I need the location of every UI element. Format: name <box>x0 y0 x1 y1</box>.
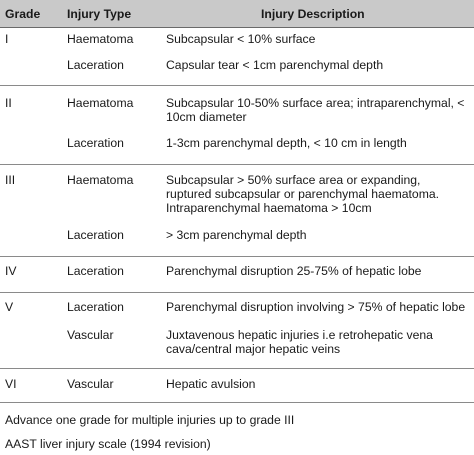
injury-type-cell: Vascular <box>67 328 114 342</box>
grade-cell: IV <box>5 264 17 278</box>
grade-cell: I <box>5 32 9 46</box>
injury-type-cell: Haematoma <box>67 173 134 187</box>
injury-type-cell: Laceration <box>67 228 124 242</box>
row-divider <box>0 256 474 257</box>
grade-cell: III <box>5 173 16 187</box>
grade-cell: VI <box>5 377 17 391</box>
row-divider <box>0 402 474 403</box>
injury-description-cell: Subcapsular 10-50% surface area; intraparenchymal, < 10cm diameter <box>166 96 465 124</box>
injury-description-cell: Juxtavenous hepatic injuries i.e retrohepatic vena cava/central major hepatic veins <box>166 328 433 356</box>
injury-type-cell: Laceration <box>67 300 124 314</box>
grade-cell: V <box>5 300 14 314</box>
injury-type-cell: Vascular <box>67 377 114 391</box>
injury-description-cell: Subcapsular < 10% surface <box>166 32 316 46</box>
header-injury-description: Injury Description <box>261 7 365 21</box>
injury-description-cell: Parenchymal disruption 25-75% of hepatic lobe <box>166 264 422 278</box>
row-divider <box>0 164 474 165</box>
header-injury-type: Injury Type <box>67 7 132 21</box>
footnote-source: AAST liver injury scale (1994 revision) <box>5 437 211 451</box>
injury-type-cell: Haematoma <box>67 96 134 110</box>
injury-description-cell: Subcapsular > 50% surface area or expanding, ruptured subcapsular or parenchymal haematoma. Intraparenchymal haematoma > 10cm <box>166 173 440 215</box>
footnote-grade-advance: Advance one grade for multiple injuries up to grade III <box>5 413 295 427</box>
injury-type-cell: Laceration <box>67 264 124 278</box>
header-grade: Grade <box>5 7 41 21</box>
injury-type-cell: Laceration <box>67 136 124 150</box>
injury-description-cell: 1-3cm parenchymal depth, < 10 cm in length <box>166 136 407 150</box>
injury-description-cell: Hepatic avulsion <box>166 377 256 391</box>
injury-description-cell: > 3cm parenchymal depth <box>166 228 307 242</box>
injury-type-cell: Haematoma <box>67 32 134 46</box>
row-divider <box>0 292 474 293</box>
row-divider <box>0 368 474 369</box>
injury-description-cell: Parenchymal disruption involving > 75% of hepatic lobe <box>166 300 466 314</box>
table-header <box>0 0 474 28</box>
row-divider <box>0 85 474 86</box>
injury-description-cell: Capsular tear < 1cm parenchymal depth <box>166 58 384 72</box>
injury-type-cell: Laceration <box>67 58 124 72</box>
grade-cell: II <box>5 96 12 110</box>
